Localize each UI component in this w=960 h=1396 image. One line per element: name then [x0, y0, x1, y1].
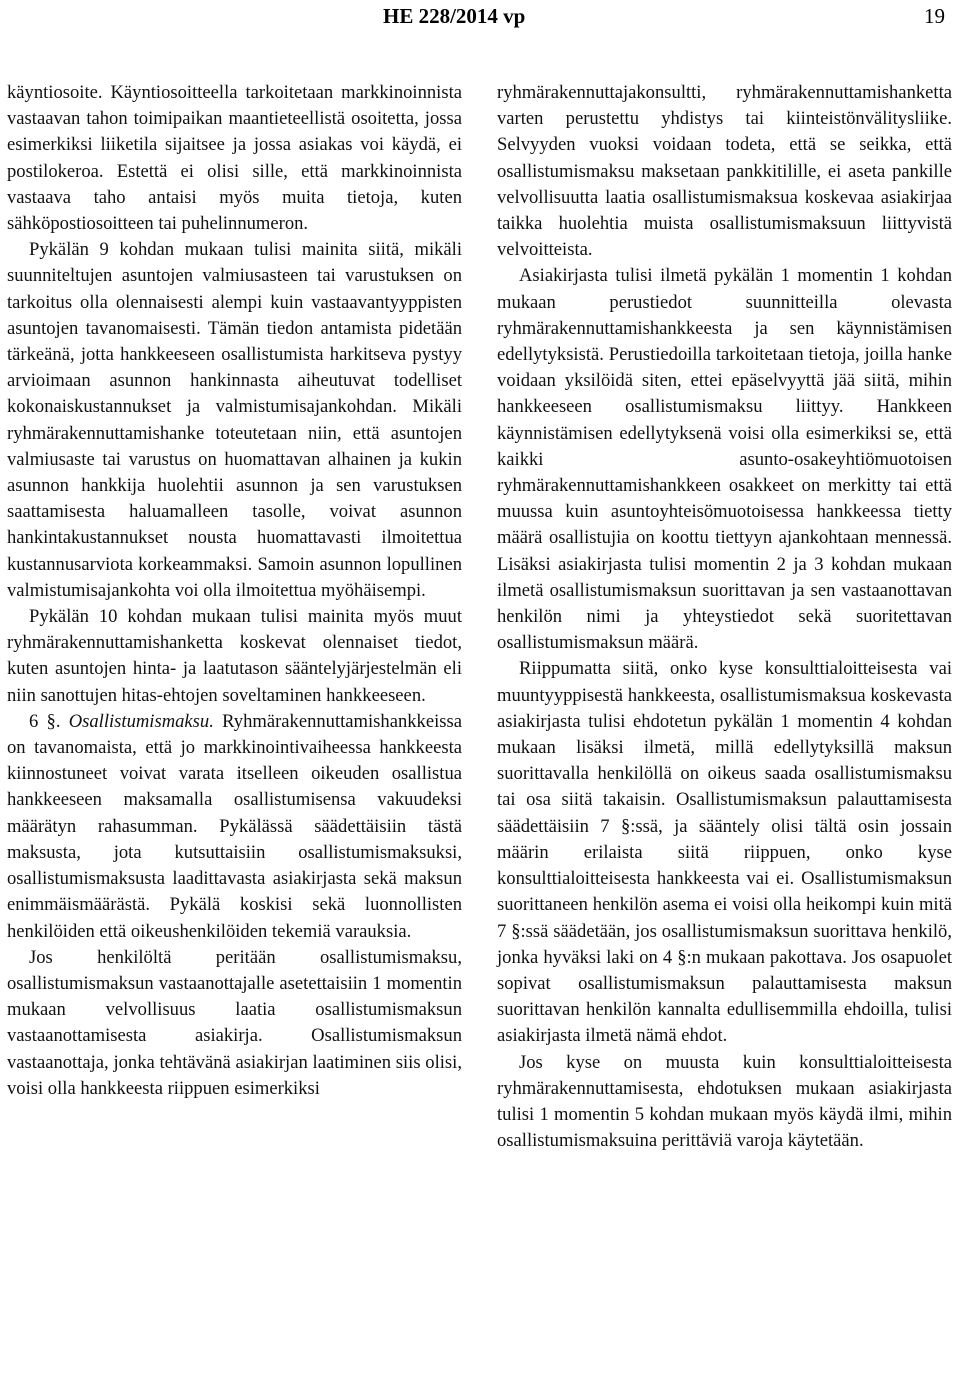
paragraph: Pykälän 10 kohdan mukaan tulisi mainita myös muut ryhmärakennuttamishanketta koskevat olennaiset tiedot, kuten asuntojen hinta- ja laatutason sääntelyjärjestelmän eli niin sanottujen hitas-ehtojen soveltaminen hankkeeseen. [7, 606, 462, 706]
right-column [497, 80, 952, 1154]
paragraph: käyntiosoite. Käyntiosoitteella tarkoitetaan markkinoinnista vastaavan tahon toimipaikan maantieteellistä osoitetta, jossa esimerkiksi liiketila sijaitsee ja jossa asiakas voi käydä, ei postilokeroa. Estettä ei olisi sille, että markkinoinnista vastaava taho antaisi myös muita tietoja, kuten sähköpostiosoitteen tai puhelinnumeron. [7, 82, 462, 235]
section-text: Ryhmärakennuttamishankkeissa on tavanomaista, että jo markkinointivaiheessa hankkeesta kiinnostuneet voivat varata itselleen oikeuden osallistua hankkeeseen maksamalla osallistumisensa vakuudeksi määrätyn rahasumman. Pykälässä säädettäisiin tästä maksusta, jota kutsuttaisiin osallistumismaksuksi, osallistumismaksusta laadittavasta asiakirjasta sekä maksun enimmäismäärästä. Pykälä koskisi sekä luonnollisten henkilöiden että oikeushenkilöiden tekemiä varauksia. [7, 710, 462, 942]
paragraph: ryhmärakennuttajakonsultti, ryhmärakennuttamishanketta varten perustettu yhdistys tai kiinteistönvälitysliike. Selvyyden vuoksi voidaan todeta, että se seikka, että osallistumismaksu maksetaan pankkitilille, ei aseta pankille velvollisuutta laatia osallistumismaksua koskevaa asiakirjaa taikka huolehtia muista osallistumismaksuun liittyvistä velvoitteista. [497, 82, 952, 261]
page-header [0, 4, 960, 34]
paragraph: Asiakirjasta tulisi ilmetä pykälän 1 momentin 1 kohdan mukaan perustiedot suunnitteilla olevasta ryhmärakennuttamishankkeesta ja sen käynnistämisen edellytyksistä. Perustiedoilla tarkoitetaan tietoja, joilla hanke voidaan yksilöidä siten, ettei epäselvyyttä jää siitä, mihin hankkeeseen osallistumismaksu liittyy. Hankkeen käynnistämisen edellytyksenä voisi olla esimerkiksi se, että kaikki asunto-osakeyhtiömuotoisen ryhmärakennuttamishankkeen osakkeet on merkitty tai että muussa kuin asuntoyhteisömuotoisessa hankkeessa tietty määrä osallistujia on koottu tiettyyn ajankohtaan mennessä. Lisäksi asiakirjasta tulisi momentin 2 ja 3 kohdan mukaan ilmetä osallistumismaksun suorittavan ja sen vastaanottavan henkilön nimi ja yhteystiedot sekä suoritettavan osallistumismaksun määrä. [497, 265, 952, 654]
section-title: Osallistumismaksu. [68, 710, 214, 732]
section-number: 6 §. [29, 710, 61, 732]
paragraph: Pykälän 9 kohdan mukaan tulisi mainita siitä, mikäli suunniteltujen asuntojen valmiusasteen tai varustuksen on tarkoitus olla olennaisesti alempi kuin vastaavantyyppisten asuntojen tavanomaisesti. Tämän tiedon antamista pidetään tärkeänä, jotta hankkeeseen osallistumista harkitseva pystyy arvioimaan asunnon hankinnasta aiheutuvat todelliset kokonaiskustannukset ja valmistumisajankohdan. Mikäli ryhmärakennuttamishanke toteutetaan niin, että asuntojen valmiusaste tai varustus on huomattavan alhainen ja kukin asunnon hankkija huolehtii asunnon ja sen varustuksen saattamisesta haluamalleen tasolle, voivat asunnon hankintakustannukset nousta huomattavasti ilmoitettua kustannusarviota korkeammaksi. Samoin asunnon lopullinen valmistumisajankohta voi olla ilmoitettua myöhäisempi. [7, 239, 462, 601]
section-paragraph [7, 709, 462, 945]
left-column [7, 80, 462, 1102]
document-reference: HE 228/2014 vp [383, 4, 526, 28]
paragraph: Riippumatta siitä, onko kyse konsulttialoitteisesta vai muuntyyppisestä hankkeesta, osallistumismaksua koskevasta asiakirjasta tulisi ehdotetun pykälän 1 momentin 4 kohdan mukaan lisäksi ilmetä, millä edellytyksillä maksun suorittavalla henkilöllä on oikeus saada osallistumismaksu tai osa siitä takaisin. Osallistumismaksun palauttamisesta säädettäisiin 7 §:ssä, ja sääntely olisi tältä osin jossain määrin erilaista siitä riippuen, onko kyse konsulttialoitteisesta hankkeesta vai ei. Osallistumismaksun suorittaneen henkilön asema ei voisi olla heikompi kuin mitä 7 §:ssä säädetään, jos osallistumismaksun suorittava henkilö, jonka hyväksi laki on 4 §:n mukaan pakottava. Jos osapuolet sopivat osallistumismaksun palauttamisesta maksun suorittavan henkilön kannalta edullisemmilla ehdoilla, tulisi asiakirjasta ilmetä nämä ehdot. [497, 658, 952, 1047]
page-number: 19 [924, 4, 945, 28]
paragraph: Jos kyse on muusta kuin konsulttialoitteisesta ryhmärakennuttamisesta, ehdotuksen mukaan asiakirjasta tulisi 1 momentin 5 kohdan mukaan myös käydä ilmi, mihin osallistumismaksuina perittäviä varoja käytetään. [497, 1051, 952, 1152]
paragraph: Jos henkilöltä peritään osallistumismaksu, osallistumismaksun vastaanottajalle asetettaisiin 1 momentin mukaan velvollisuus laatia osallistumismaksun vastaanottamisesta asiakirja. Osallistumismaksun vastaanottaja, jonka tehtävänä asiakirjan laatiminen siis olisi, voisi olla hankkeesta riippuen esimerkiksi [7, 946, 462, 1099]
